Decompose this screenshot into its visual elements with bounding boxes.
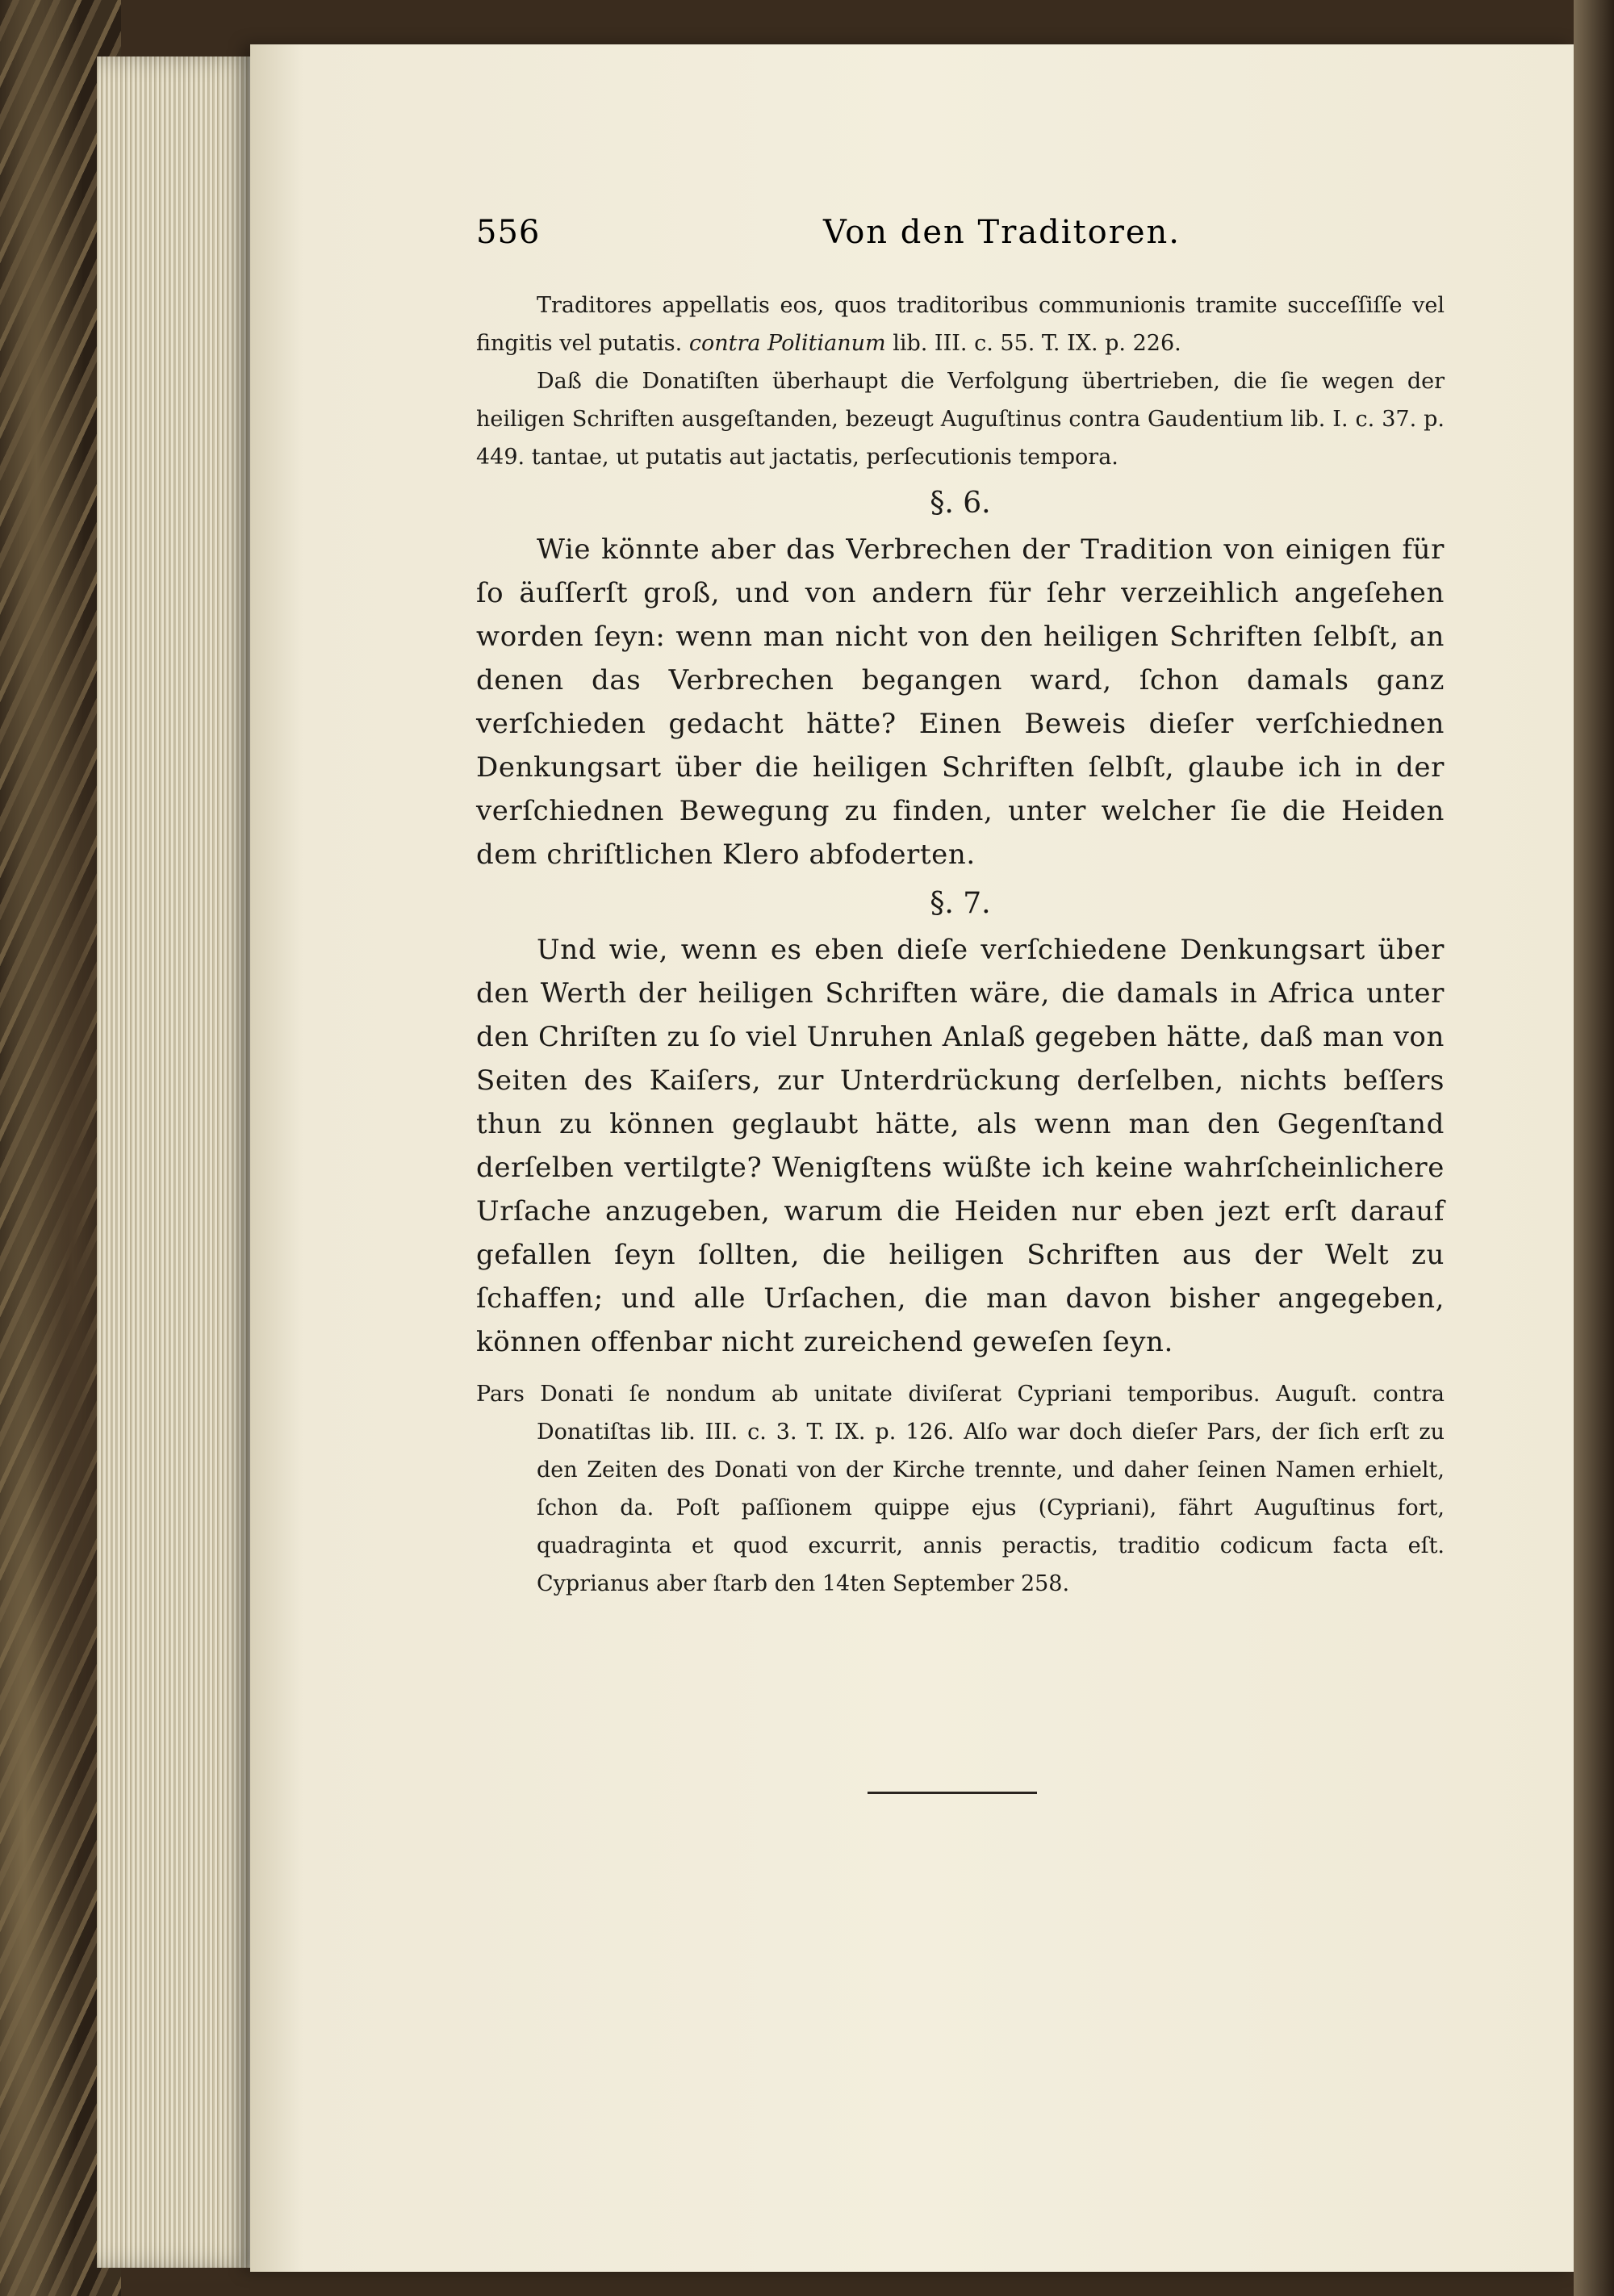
page-edges [97, 56, 258, 2268]
section-7-text: Und wie, wenn es eben dieſe verſchiedene Denkungsart über den Werth der heiligen Schriften wäre, die damals in Africa unter den Chriſten zu ſo viel Unruhen Anlaß gegeben hätte, daß man von Seiten des Kaiſers, zur Unterdrückung derſelben, nichts beſſers thun zu können geglaubt hätte, als wenn man den Gegenſtand derſelben vertilgte? Wenigſtens wüßte ich keine wahrſcheinlichere Urſache anzugeben, warum die Heiden nur eben jezt erſt darauf gefallen ſeyn ſollten, die heiligen Schriften aus der Welt zu ſchaffen; und alle Urſachen, die man davon bisher angegeben, können offenbar nicht zureichend geweſen ſeyn. [476, 934, 1445, 1358]
footnote-top-1: Traditores appellatis eos, quos traditoribus communionis tramite succeſſiſſe vel fingitis vel putatis. contra Politianum lib. III. c. 55. T. IX. p. 226. [476, 293, 1445, 356]
footnote-bottom: Pars Donati ſe nondum ab unitate diviſerat Cypriani temporibus. Auguſt. contra Donatiſtas lib. III. c. 3. T. IX. p. 126. Alſo war doch dieſer Pars, der ſich erſt zu den Zeiten des Donati von der Kirche trennte, und daher ſeinen Namen erhielt, ſchon da. Poſt paſſionem quippe ejus (Cypriani), fährt Auguſtinus fort, quadraginta et quod excurrit, annis peractis, traditio codicum facta eſt. Cyprianus aber ſtarb den 14ten September 258. [476, 1382, 1445, 1596]
footnote-top-2: Daß die Donatiſten überhaupt die Verfolgung übertrieben, die ſie wegen der heiligen Schriften ausgeſtanden, bezeugt Auguſtinus contra Gaudentium lib. I. c. 37. p. 449. tantae, ut putatis aut jactatis, perſecutionis tempora. [476, 369, 1445, 470]
footnote-rule [868, 1792, 1037, 1794]
section-7-heading: §. 7. [930, 887, 991, 920]
page-number: 556 [476, 214, 541, 251]
text-block [476, 286, 1445, 1603]
running-title: Von den Traditoren. [823, 214, 1181, 251]
section-6-text: Wie könnte aber das Verbrechen der Tradition von einigen für ſo äuſſerſt groß, und von andern für ſehr verzeihlich angeſehen worden ſeyn: wenn man nicht von den heiligen Schriften ſelbſt, an denen das Verbrechen begangen ward, ſchon damals ganz verſchieden gedacht hätte? Einen Beweis dieſer verſchiednen Denkungsart über die heiligen Schriften ſelbſt, glaube ich in der verſchiednen Bewegung zu finden, unter welcher ſie die Heiden dem chriſtlichen Klero abfoderten. [476, 533, 1445, 871]
running-head [476, 214, 1445, 262]
right-cover-edge [1574, 0, 1614, 2296]
section-6-heading: §. 6. [930, 487, 991, 520]
